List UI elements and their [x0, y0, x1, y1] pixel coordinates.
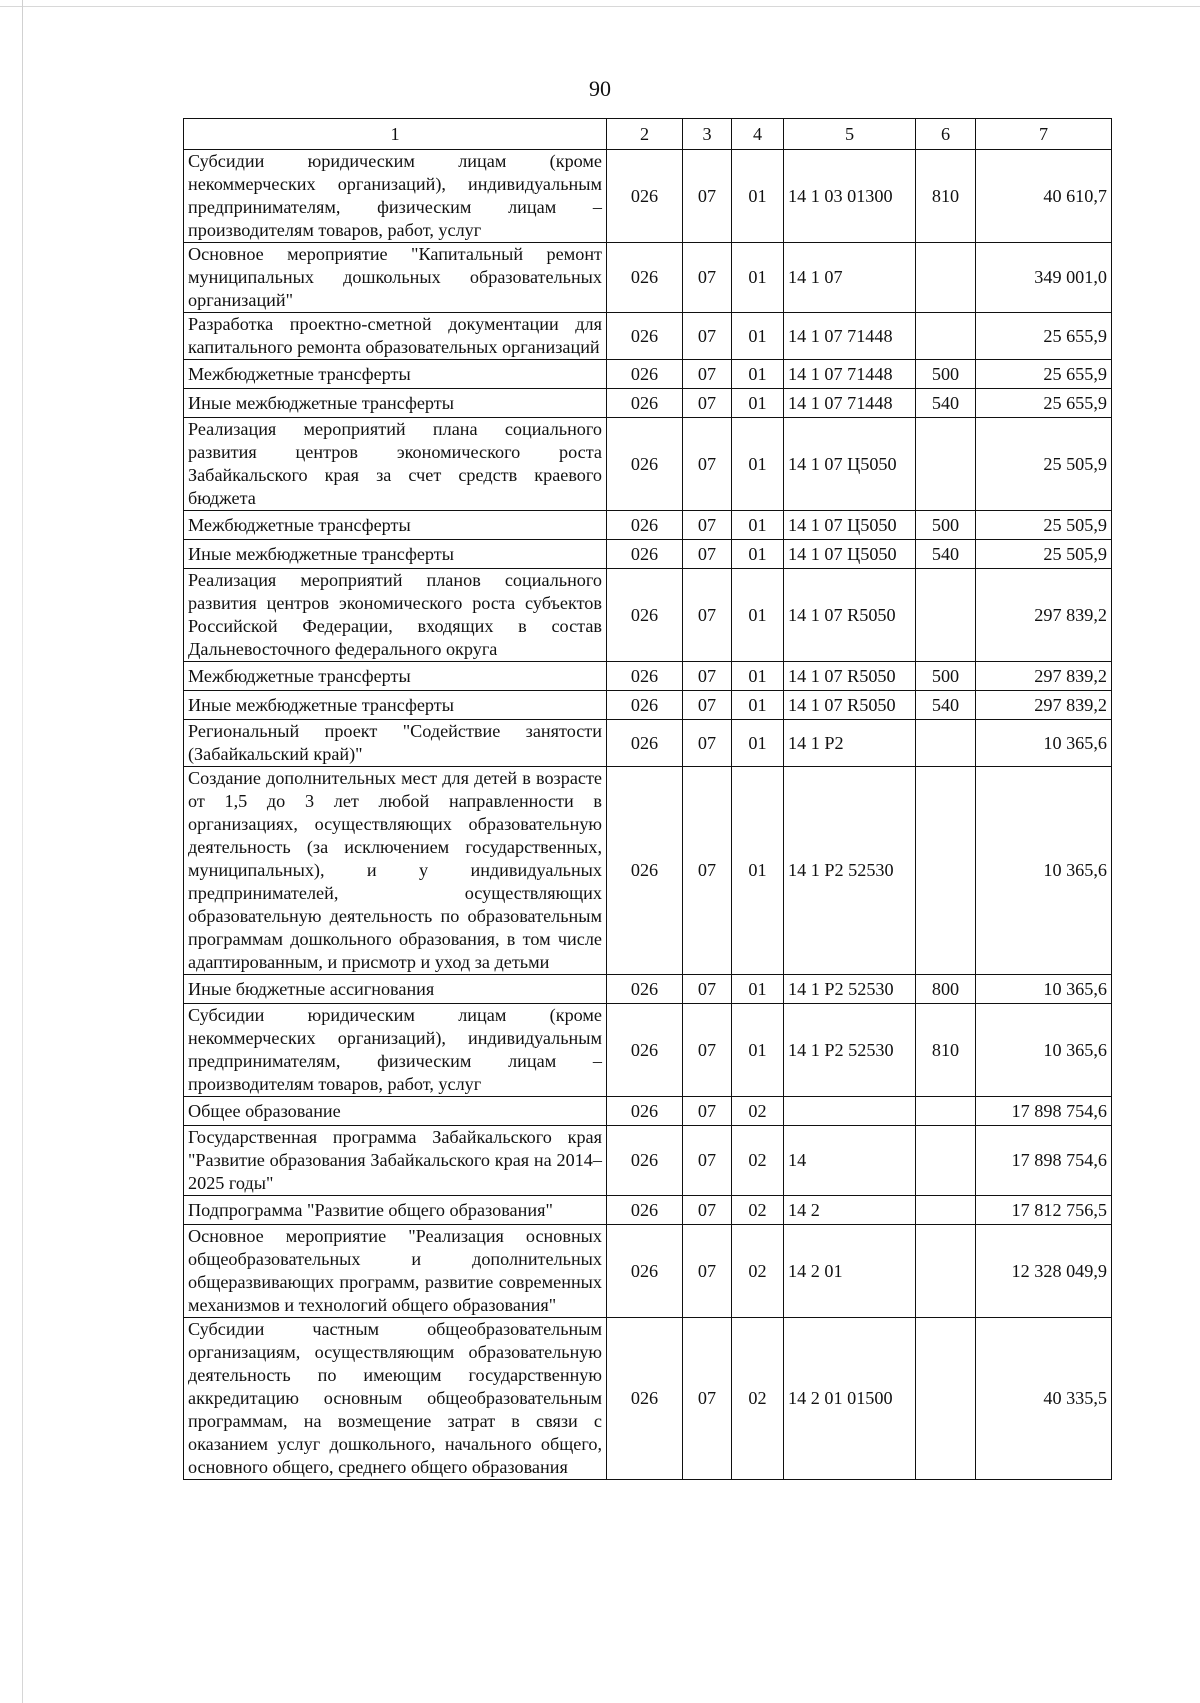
row-sum: 349 001,0 [976, 243, 1112, 313]
row-vr [916, 243, 976, 313]
row-pr: 02 [732, 1196, 784, 1225]
row-name: Межбюджетные трансферты [184, 360, 607, 389]
row-name: Иные межбюджетные трансферты [184, 389, 607, 418]
table-row [184, 243, 1112, 313]
row-pr: 01 [732, 313, 784, 360]
row-sum: 297 839,2 [976, 691, 1112, 720]
row-name: Иные бюджетные ассигнования [184, 975, 607, 1004]
row-pr: 01 [732, 691, 784, 720]
row-name: Общее образование [184, 1097, 607, 1126]
header-col-7: 7 [976, 119, 1112, 150]
row-pr: 01 [732, 418, 784, 511]
row-gr: 026 [607, 418, 683, 511]
row-vr: 500 [916, 511, 976, 540]
row-name: Основное мероприятие "Реализация основных общеобразовательных и дополнительных общеразвивающих программ, развитие современных механизмов и технологий общего образования" [184, 1225, 607, 1318]
row-vr [916, 418, 976, 511]
row-pr: 02 [732, 1225, 784, 1318]
row-vr: 800 [916, 975, 976, 1004]
row-sum: 17 812 756,5 [976, 1196, 1112, 1225]
row-gr: 026 [607, 360, 683, 389]
row-vr: 540 [916, 691, 976, 720]
row-pr: 01 [732, 975, 784, 1004]
row-cs: 14 1 07 R5050 [784, 662, 916, 691]
row-gr: 026 [607, 1225, 683, 1318]
row-pr: 01 [732, 360, 784, 389]
row-rz: 07 [683, 1225, 732, 1318]
row-rz: 07 [683, 360, 732, 389]
table-row [184, 389, 1112, 418]
row-pr: 01 [732, 150, 784, 243]
row-cs: 14 1 07 Ц5050 [784, 540, 916, 569]
row-vr [916, 767, 976, 975]
header-col-5: 5 [784, 119, 916, 150]
row-rz: 07 [683, 975, 732, 1004]
row-sum: 40 335,5 [976, 1318, 1112, 1480]
row-cs: 14 1 07 71448 [784, 313, 916, 360]
row-cs: 14 2 01 [784, 1225, 916, 1318]
row-cs: 14 1 07 71448 [784, 360, 916, 389]
table-row [184, 511, 1112, 540]
row-pr: 01 [732, 767, 784, 975]
table-row [184, 150, 1112, 243]
row-name: Субсидии юридическим лицам (кроме некоммерческих организаций), индивидуальным предпринимателям, физическим лицам – производителям товаров, работ, услуг [184, 150, 607, 243]
row-name: Разработка проектно-сметной документации для капитального ремонта образовательных организаций [184, 313, 607, 360]
table-body [184, 150, 1112, 1480]
header-col-3: 3 [683, 119, 732, 150]
row-sum: 10 365,6 [976, 1004, 1112, 1097]
table-row [184, 1318, 1112, 1480]
row-cs: 14 1 P2 [784, 720, 916, 767]
row-name: Реализация мероприятий планов социального развития центров экономического роста субъектов Российской Федерации, входящих в состав Дальневосточного федерального округа [184, 569, 607, 662]
row-rz: 07 [683, 243, 732, 313]
row-pr: 01 [732, 389, 784, 418]
row-pr: 01 [732, 540, 784, 569]
row-gr: 026 [607, 1126, 683, 1196]
row-sum: 25 505,9 [976, 511, 1112, 540]
table-row [184, 1196, 1112, 1225]
table-row [184, 1004, 1112, 1097]
row-vr [916, 569, 976, 662]
table-row [184, 1126, 1112, 1196]
row-cs: 14 1 07 R5050 [784, 569, 916, 662]
row-name: Иные межбюджетные трансферты [184, 691, 607, 720]
row-pr: 01 [732, 569, 784, 662]
row-cs: 14 2 01 01500 [784, 1318, 916, 1480]
row-name: Субсидии частным общеобразовательным организациям, осуществляющим образовательную деятельность по имеющим государственную аккредитацию основным общеобразовательным программам, на возмещение затрат в связи с оказанием услуг дошкольного, начального общего, основного общего, среднего общего образования [184, 1318, 607, 1480]
row-cs: 14 1 P2 52530 [784, 975, 916, 1004]
row-sum: 25 655,9 [976, 389, 1112, 418]
row-gr: 026 [607, 662, 683, 691]
table-row [184, 1225, 1112, 1318]
row-vr: 810 [916, 1004, 976, 1097]
row-cs: 14 1 07 [784, 243, 916, 313]
row-sum: 25 655,9 [976, 360, 1112, 389]
row-sum: 10 365,6 [976, 720, 1112, 767]
row-name: Подпрограмма "Развитие общего образования" [184, 1196, 607, 1225]
table-row [184, 1097, 1112, 1126]
row-vr [916, 1126, 976, 1196]
row-pr: 01 [732, 1004, 784, 1097]
row-sum: 25 655,9 [976, 313, 1112, 360]
row-cs [784, 1097, 916, 1126]
row-cs: 14 1 P2 52530 [784, 767, 916, 975]
row-gr: 026 [607, 511, 683, 540]
table-header [184, 119, 1112, 150]
row-name: Государственная программа Забайкальского края "Развитие образования Забайкальского края на 2014–2025 годы" [184, 1126, 607, 1196]
row-rz: 07 [683, 418, 732, 511]
row-gr: 026 [607, 1318, 683, 1480]
header-col-4: 4 [732, 119, 784, 150]
scan-left-edge [22, 0, 23, 1703]
table-row [184, 313, 1112, 360]
row-sum: 40 610,7 [976, 150, 1112, 243]
row-gr: 026 [607, 720, 683, 767]
row-cs: 14 1 07 Ц5050 [784, 418, 916, 511]
row-name: Реализация мероприятий плана социального развития центров экономического роста Забайкальского края за счет средств краевого бюджета [184, 418, 607, 511]
row-sum: 297 839,2 [976, 662, 1112, 691]
row-vr: 540 [916, 389, 976, 418]
row-rz: 07 [683, 540, 732, 569]
table-row [184, 540, 1112, 569]
row-cs: 14 [784, 1126, 916, 1196]
table-row [184, 418, 1112, 511]
header-col-2: 2 [607, 119, 683, 150]
row-pr: 01 [732, 720, 784, 767]
table-row [184, 767, 1112, 975]
row-gr: 026 [607, 767, 683, 975]
row-pr: 01 [732, 511, 784, 540]
row-gr: 026 [607, 1004, 683, 1097]
row-rz: 07 [683, 662, 732, 691]
row-gr: 026 [607, 389, 683, 418]
row-name: Межбюджетные трансферты [184, 511, 607, 540]
table-row [184, 975, 1112, 1004]
row-name: Иные межбюджетные трансферты [184, 540, 607, 569]
row-pr: 02 [732, 1318, 784, 1480]
row-sum: 297 839,2 [976, 569, 1112, 662]
row-rz: 07 [683, 569, 732, 662]
row-vr [916, 1196, 976, 1225]
row-gr: 026 [607, 975, 683, 1004]
row-gr: 026 [607, 569, 683, 662]
budget-table [183, 118, 1112, 1480]
header-row [184, 119, 1112, 150]
row-sum: 17 898 754,6 [976, 1126, 1112, 1196]
row-vr [916, 1097, 976, 1126]
row-sum: 25 505,9 [976, 540, 1112, 569]
row-cs: 14 1 07 71448 [784, 389, 916, 418]
row-sum: 12 328 049,9 [976, 1225, 1112, 1318]
row-gr: 026 [607, 243, 683, 313]
row-rz: 07 [683, 1126, 732, 1196]
row-vr: 810 [916, 150, 976, 243]
row-vr: 500 [916, 662, 976, 691]
row-cs: 14 2 [784, 1196, 916, 1225]
row-sum: 25 505,9 [976, 418, 1112, 511]
header-col-1: 1 [184, 119, 607, 150]
row-rz: 07 [683, 691, 732, 720]
table-row [184, 662, 1112, 691]
row-cs: 14 1 07 R5050 [784, 691, 916, 720]
row-rz: 07 [683, 313, 732, 360]
row-cs: 14 1 P2 52530 [784, 1004, 916, 1097]
row-vr: 540 [916, 540, 976, 569]
header-col-6: 6 [916, 119, 976, 150]
table-row [184, 720, 1112, 767]
row-cs: 14 1 07 Ц5050 [784, 511, 916, 540]
row-sum: 10 365,6 [976, 975, 1112, 1004]
table-row [184, 360, 1112, 389]
row-vr [916, 1318, 976, 1480]
row-rz: 07 [683, 511, 732, 540]
row-rz: 07 [683, 720, 732, 767]
row-gr: 026 [607, 691, 683, 720]
row-rz: 07 [683, 1318, 732, 1480]
row-gr: 026 [607, 1097, 683, 1126]
row-pr: 02 [732, 1126, 784, 1196]
page-number: 90 [589, 76, 611, 101]
row-rz: 07 [683, 1097, 732, 1126]
row-name: Создание дополнительных мест для детей в возрасте от 1,5 до 3 лет любой направленности в организациях, осуществляющих образовательную деятельность (за исключением государственных, муниципальных), и у индивидуальных предпринимателей, осуществляющих образовательную деятельность по образовательным программам дошкольного образования, в том числе адаптированным, и присмотр и уход за детьми [184, 767, 607, 975]
row-pr: 02 [732, 1097, 784, 1126]
row-sum: 17 898 754,6 [976, 1097, 1112, 1126]
row-vr [916, 720, 976, 767]
row-name: Региональный проект "Содействие занятости (Забайкальский край)" [184, 720, 607, 767]
row-vr [916, 1225, 976, 1318]
table-row [184, 569, 1112, 662]
scan-top-edge [0, 6, 1200, 7]
row-rz: 07 [683, 389, 732, 418]
row-gr: 026 [607, 540, 683, 569]
row-pr: 01 [732, 662, 784, 691]
row-vr [916, 313, 976, 360]
row-rz: 07 [683, 767, 732, 975]
row-name: Основное мероприятие "Капитальный ремонт муниципальных дошкольных образовательных организаций" [184, 243, 607, 313]
row-sum: 10 365,6 [976, 767, 1112, 975]
row-gr: 026 [607, 313, 683, 360]
row-gr: 026 [607, 1196, 683, 1225]
row-rz: 07 [683, 150, 732, 243]
table-row [184, 691, 1112, 720]
row-name: Субсидии юридическим лицам (кроме некоммерческих организаций), индивидуальным предпринимателям, физическим лицам – производителям товаров, работ, услуг [184, 1004, 607, 1097]
row-name: Межбюджетные трансферты [184, 662, 607, 691]
row-gr: 026 [607, 150, 683, 243]
row-rz: 07 [683, 1004, 732, 1097]
row-pr: 01 [732, 243, 784, 313]
row-cs: 14 1 03 01300 [784, 150, 916, 243]
row-vr: 500 [916, 360, 976, 389]
row-rz: 07 [683, 1196, 732, 1225]
